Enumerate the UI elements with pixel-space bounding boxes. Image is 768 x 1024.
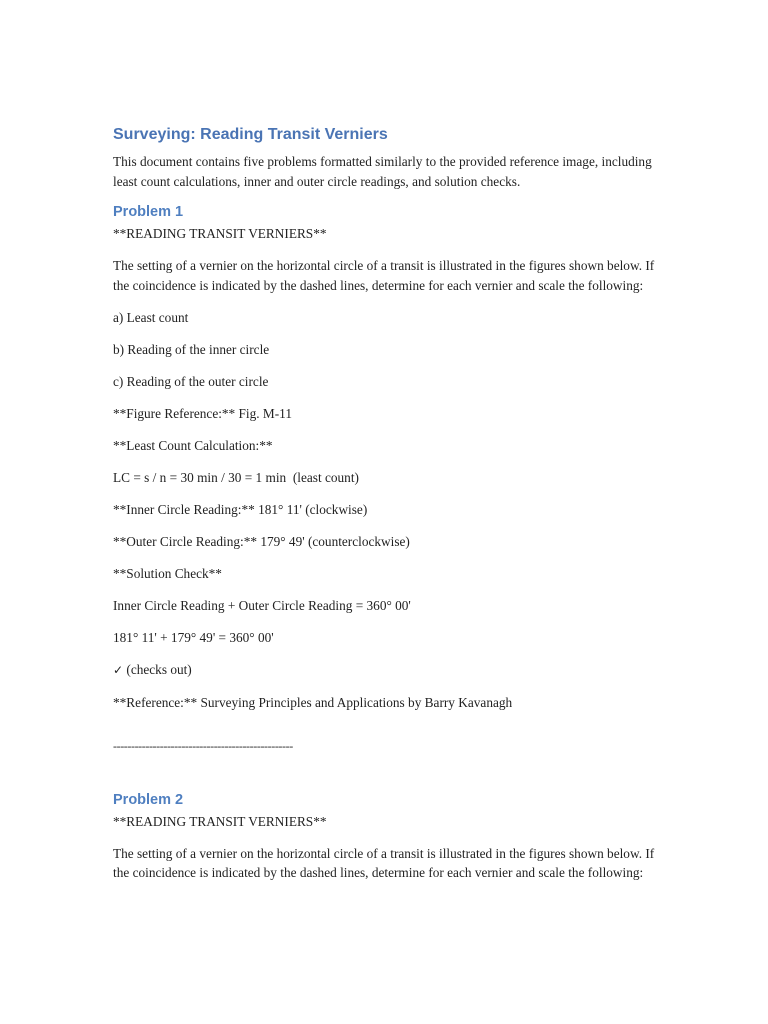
problem-1-reference: **Reference:** Surveying Principles and Applications by Barry Kavanagh — [113, 694, 513, 710]
problem-1-least-count-formula: LC = s / n = 30 min / 30 = 1 min (least count) — [113, 469, 359, 485]
document-intro: This document contains five problems formatted similarly to the provided reference image, including least count calculations, inner and outer circle readings, and solution checks. — [113, 154, 652, 189]
problem-1-check-equation-1: Inner Circle Reading + Outer Circle Reading = 360° 00' — [113, 597, 411, 613]
problem-1-item-b: b) Reading of the inner circle — [113, 341, 270, 357]
problem-2-subtitle: **READING TRANSIT VERNIERS** — [113, 813, 327, 829]
problem-1-check-heading: **Solution Check** — [113, 565, 222, 581]
problem-1-check-equation-2: 181° 11' + 179° 49' = 360° 00' — [113, 629, 274, 645]
problem-1-figure-reference: **Figure Reference:** Fig. M-11 — [113, 405, 292, 421]
problem-2-section — [113, 790, 658, 883]
problem-1-inner-reading: **Inner Circle Reading:** 181° 11' (clockwise) — [113, 501, 368, 517]
problem-1-section — [113, 202, 658, 712]
problem-1-item-c: c) Reading of the outer circle — [113, 373, 269, 389]
problem-2-statement: The setting of a vernier on the horizontal circle of a transit is illustrated in the figures shown below. If the coincidence is indicated by the dashed lines, determine for each vernier and scale the following: — [113, 845, 655, 880]
problem-1-item-a: a) Least count — [113, 309, 189, 325]
problem-1-outer-reading: **Outer Circle Reading:** 179° 49' (counterclockwise) — [113, 533, 410, 549]
problem-1-heading: Problem 1 — [113, 204, 184, 220]
problem-1-least-count-heading: **Least Count Calculation:** — [113, 437, 273, 453]
problem-2-heading: Problem 2 — [113, 791, 184, 808]
problem-1-check-result: (checks out) — [123, 661, 192, 677]
document-page — [113, 124, 658, 895]
section-divider: -------------------------------------------------- — [113, 739, 293, 753]
problem-1-check-result-line — [113, 660, 658, 681]
checkmark-icon: ✓ — [113, 662, 124, 677]
document-title: Surveying: Reading Transit Verniers — [113, 126, 388, 143]
problem-1-statement: The setting of a vernier on the horizontal circle of a transit is illustrated in the figures shown below. If the coincidence is indicated by the dashed lines, determine for each vernier and scale the following: — [113, 258, 655, 293]
problem-1-subtitle: **READING TRANSIT VERNIERS** — [113, 226, 327, 241]
